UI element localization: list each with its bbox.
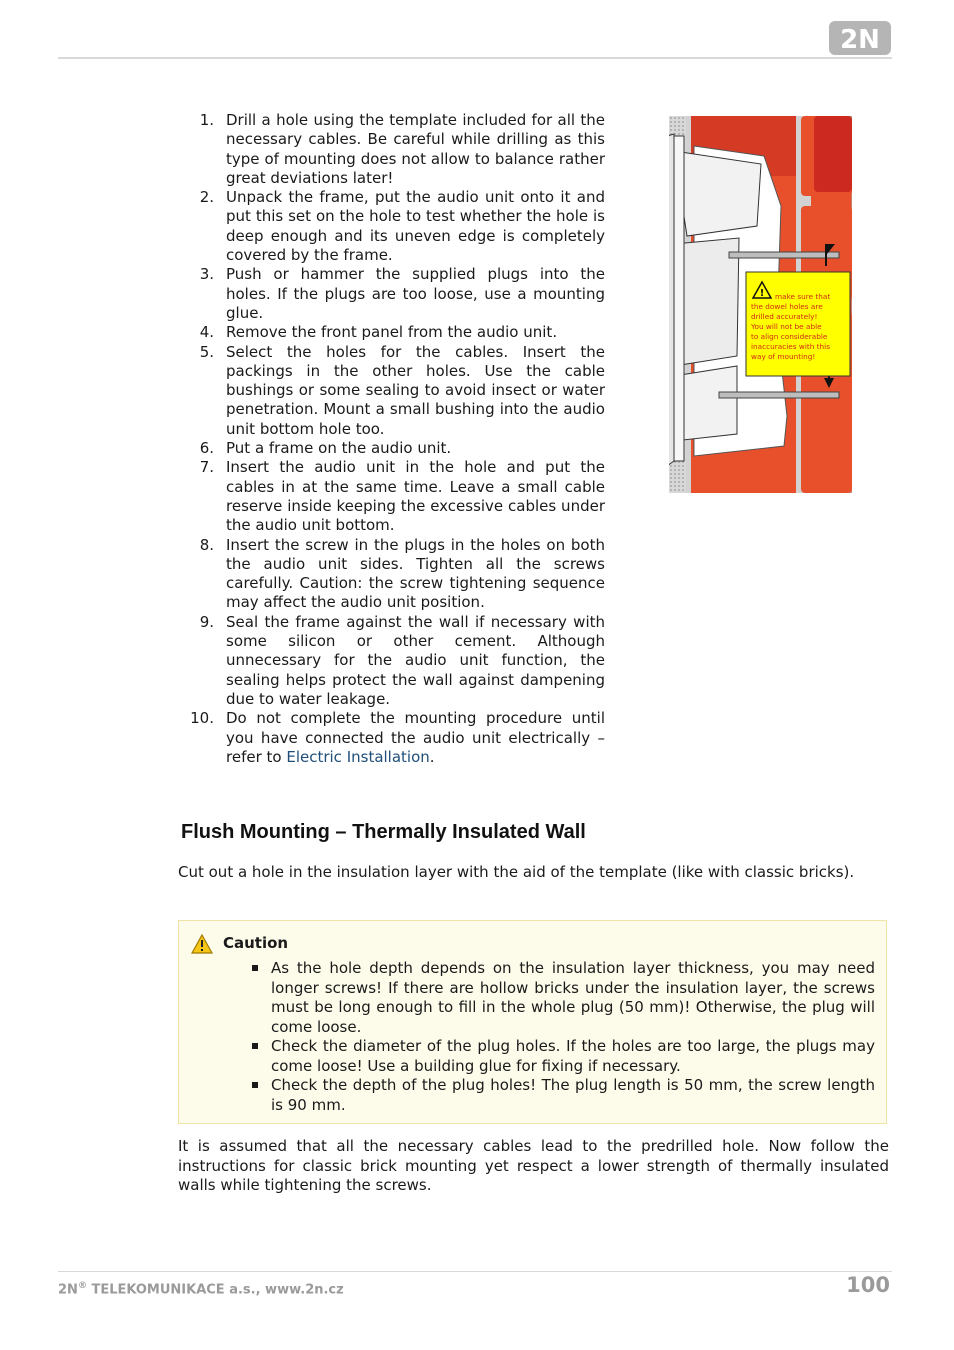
step-item: 9. Seal the frame against the wall if necessary with some silicon or other cement. Although unnecessary for the audio unit function, the sealing helps protect the wall against dampening due to water leakage. <box>199 612 605 708</box>
step-item: 1. Drill a hole using the template included for all the necessary cables. Be careful while drilling as this type of mounting does not allow to balance rather great deviations later! <box>199 111 605 187</box>
step-item: 4. Remove the front panel from the audio unit. <box>199 323 558 342</box>
note-line: drilled accurately! <box>751 312 818 321</box>
mounting-illustration <box>669 116 852 493</box>
footer-company: 2N® TELEKOMUNIKACE a.s., www.2n.cz <box>58 1281 344 1298</box>
page-number: 100 <box>846 1273 890 1297</box>
svg-text:make sure that the dowel h <box>750 292 833 361</box>
note-line: inaccuracies with this <box>751 342 831 351</box>
note-line: way of mounting! <box>751 352 816 361</box>
step-item: 6. Put a frame on the audio unit. <box>199 439 452 458</box>
step-item: 7. Insert the audio unit in the hole and put the cables in at the same time. Leave a small cable reserve inside keeping the excessive cables under the audio unit bottom. <box>199 458 605 535</box>
section-heading: Flush Mounting – Thermally Insulated Wall <box>181 821 586 843</box>
logo-text: 2N <box>840 25 880 55</box>
step-item: 3. Push or hammer the supplied plugs into the holes. If the plugs are too loose, use a mounting glue. <box>199 265 605 322</box>
note-line: You will not be able <box>751 322 822 331</box>
caution-box <box>178 920 887 1124</box>
logo-2n <box>828 20 892 56</box>
caution-item: Check the depth of the plug holes! The plug length is 50 mm, the screw length is 90 mm. <box>249 1076 875 1115</box>
header-rule <box>58 57 892 59</box>
caution-item: As the hole depth depends on the insulation layer thickness, you may need longer screws! If there are hollow bricks under the insulation layer, the screws must be long enough to fill in the whole plug (50 mm)! Otherwise, the plug will come loose. <box>249 959 875 1037</box>
svg-text:!: ! <box>759 288 765 299</box>
warning-icon <box>191 934 213 954</box>
footer-rule <box>58 1271 892 1272</box>
step-item: 2. Unpack the frame, put the audio unit onto it and put this set on the hole to test whether the hole is deep enough and its uneven edge is completely covered by the frame. <box>199 188 605 265</box>
step-item: 5. Select the holes for the cables. Insert the packings in the other holes. Use the cable bushings or some sealing to avoid insect or water penetration. Mount a small bushing into the audio unit bottom hole too. <box>199 342 605 438</box>
step-item: 8. Insert the screw in the plugs in the holes on both the audio unit sides. Tighten all the screws carefully. Caution: the screw tightening sequence may affect the audio unit position. <box>199 535 605 612</box>
electric-installation-link[interactable]: Electric Installation <box>286 747 430 766</box>
caution-item: Check the diameter of the plug holes. If the holes are too large, the plugs may come loose! Use a building glue for fixing if necessary. <box>249 1037 875 1076</box>
section-outro: It is assumed that all the necessary cables lead to the predrilled hole. Now follow the instructions for classic brick mounting yet respect a lower strength of thermally insulated walls while tightening the screws. <box>178 1137 889 1194</box>
mounting-steps <box>180 111 605 767</box>
note-line: the dowel holes are <box>751 302 823 311</box>
section-intro: Cut out a hole in the insulation layer with the aid of the template (like with classic bricks). <box>178 863 855 881</box>
caution-list <box>249 959 875 1115</box>
note-line: to align considerable <box>751 332 828 341</box>
caution-title: Caution <box>223 934 289 952</box>
note-line: make sure that <box>775 292 831 301</box>
step-item-10: 10. Do not complete the mounting procedure until you have connected the audio unit electrically – refer to Electric Installation. <box>190 709 605 766</box>
